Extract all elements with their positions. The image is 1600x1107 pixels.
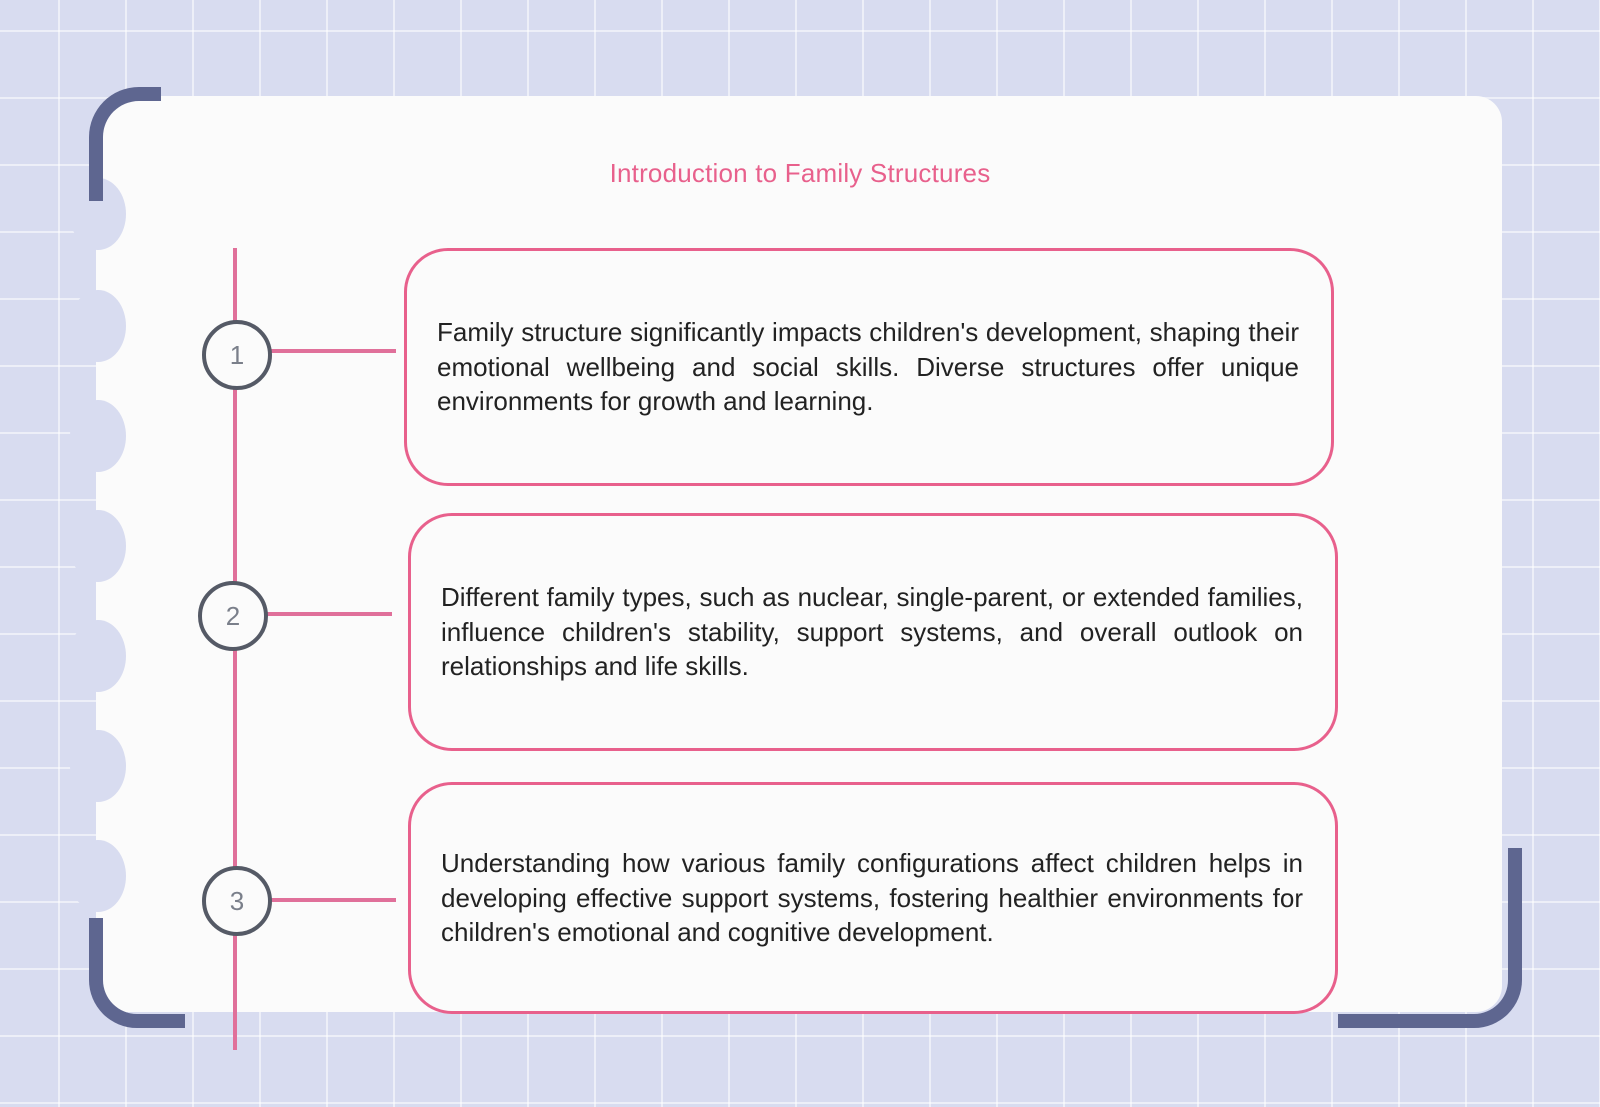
step-connector — [266, 898, 396, 902]
step-number-circle: 1 — [202, 320, 272, 390]
corner-bracket-bottom-left — [89, 918, 185, 1028]
step-number-circle: 3 — [202, 866, 272, 936]
corner-bracket-top-left — [89, 87, 161, 201]
paper-hole — [70, 620, 126, 692]
step-description: Different family types, such as nuclear, single-parent, or extended families, influence children's stability, support systems, and overall outlook on relationships and life skills. — [441, 582, 1303, 682]
step-connector — [266, 349, 396, 353]
step-connector — [262, 612, 392, 616]
step-description: Understanding how various family configurations affect children helps in developing effective support systems, fostering healthier environments for children's emotional and cognitive development. — [441, 848, 1303, 948]
step-card — [408, 513, 1338, 751]
paper-hole — [70, 290, 126, 362]
step-description: Family structure significantly impacts children's development, shaping their emotional wellbeing and social skills. Diverse structures offer unique environments for growth and learning. — [437, 317, 1299, 417]
step-card — [408, 782, 1338, 1014]
slide-title: Introduction to Family Structures — [609, 158, 991, 188]
paper-hole — [70, 840, 126, 912]
corner-bracket-bottom-right — [1338, 848, 1522, 1028]
step-number-circle: 2 — [198, 581, 268, 651]
paper-hole — [70, 730, 126, 802]
paper-hole — [70, 400, 126, 472]
step-card — [404, 248, 1334, 486]
paper-hole — [70, 510, 126, 582]
